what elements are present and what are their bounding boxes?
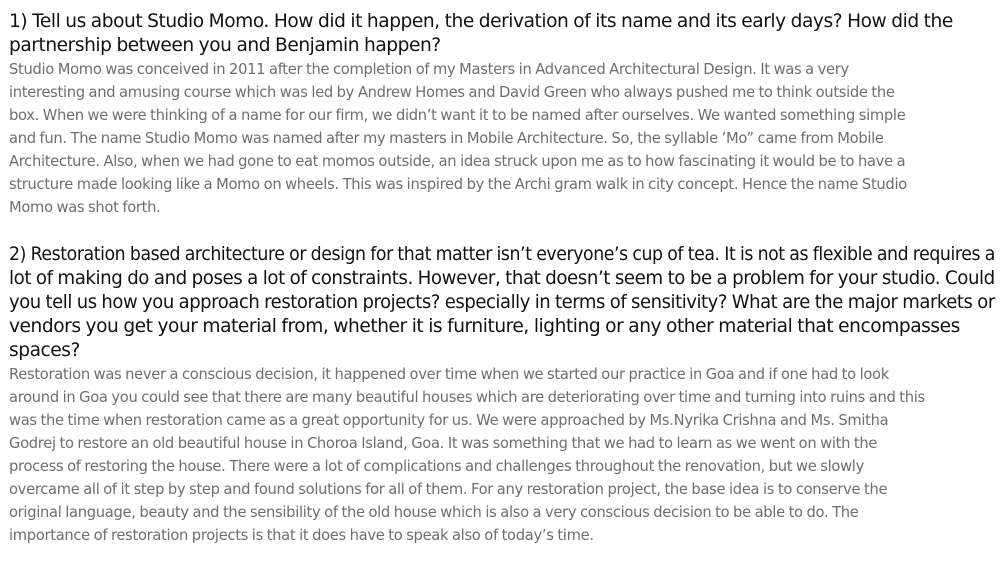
text-line: box. When we were thinking of a name for our firm, we didn’t want it to be named after ourselves. We wanted something simple <box>9 107 906 124</box>
text-line: original language, beauty and the sensibility of the old house which is also a very conscious decision to be able to do. The <box>9 504 859 521</box>
text-line: Momo was shot forth. <box>9 199 161 216</box>
answer-2 <box>9 363 995 547</box>
question-1 <box>9 0 995 58</box>
text-line: around in Goa you could see that there are many beautiful houses which are deteriorating over time and turning into ruins and this <box>9 389 925 406</box>
text-line: Restoration was never a conscious decision, it happened over time when we started our practice in Goa and if one had to look <box>9 366 889 383</box>
text-line: lot of making do and poses a lot of constraints. However, that doesn’t seem to be a problem for your studio. Could <box>9 268 995 289</box>
text-line: spaces? <box>9 340 80 361</box>
question-2 <box>9 243 995 363</box>
text-line: and fun. The name Studio Momo was named after my masters in Mobile Architecture. So, the syllable ’Mo” came from Mobile <box>9 130 884 147</box>
answer-1 <box>9 58 995 219</box>
text-line: you tell us how you approach restoration projects? especially in terms of sensitivity? What are the major markets or <box>9 292 995 313</box>
text-line: overcame all of it step by step and found solutions for all of them. For any restoration project, the base idea is to conserve the <box>9 481 888 498</box>
text-line: interesting and amusing course which was led by Andrew Homes and David Green who always pushed me to think outside the <box>9 84 895 101</box>
text-line: Godrej to restore an old beautiful house in Choroa Island, Goa. It was something that we had to learn as we went on with the <box>9 435 878 452</box>
text-line: structure made looking like a Momo on wheels. This was inspired by the Archi gram walk in city concept. Hence the name Studio <box>9 176 907 193</box>
text-line: vendors you get your material from, whether it is furniture, lighting or any other material that encompasses <box>9 316 960 337</box>
text-line: was the time when restoration came as a great opportunity for us. We were approached by Ms.Nyrika Crishna and Ms. Smitha <box>9 412 889 429</box>
text-line: Architecture. Also, when we had gone to eat momos outside, an idea struck upon me as to how fascinating it would be to have a <box>9 153 906 170</box>
text-line: importance of restoration projects is that it does have to speak also of today’s time. <box>9 527 594 544</box>
text-line: 2) Restoration based architecture or design for that matter isn’t everyone’s cup of tea. It is not as flexible and requires a <box>9 244 995 265</box>
article <box>9 0 995 547</box>
text-line: Studio Momo was conceived in 2011 after the completion of my Masters in Advanced Architectural Design. It was a very <box>9 61 849 78</box>
text-line: 1) Tell us about Studio Momo. How did it happen, the derivation of its name and its early days? How did the <box>9 11 953 32</box>
text-line: process of restoring the house. There were a lot of complications and challenges throughout the renovation, but we slowly <box>9 458 864 475</box>
text-line: partnership between you and Benjamin happen? <box>9 35 441 56</box>
